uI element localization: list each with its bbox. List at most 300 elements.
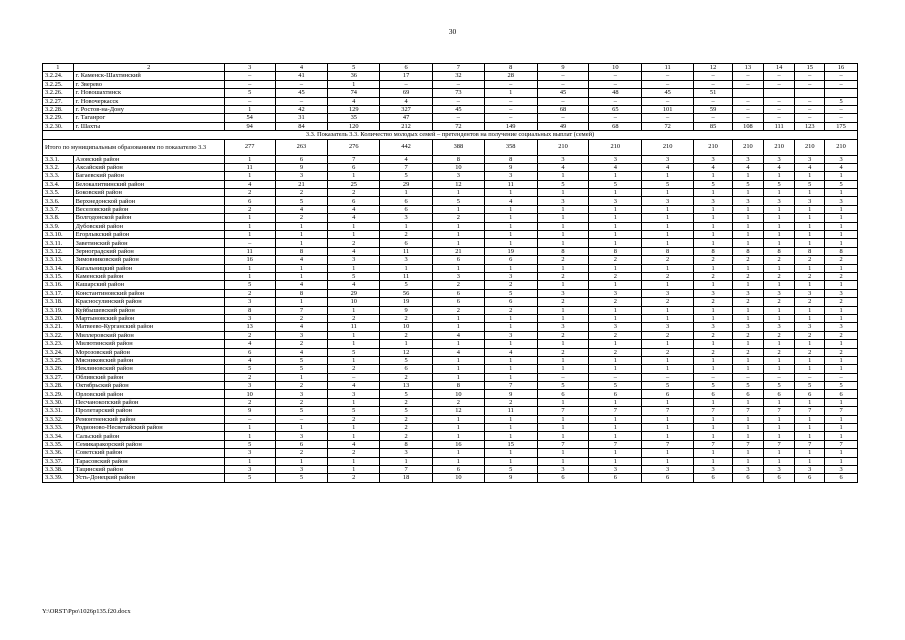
- value-cell: 1: [484, 205, 537, 213]
- value-cell: 2: [589, 331, 642, 339]
- value-cell: 6: [642, 474, 694, 482]
- value-cell: 3: [433, 272, 485, 280]
- value-cell: 6: [825, 474, 858, 482]
- table-row: [43, 323, 858, 331]
- value-cell: 175: [825, 122, 858, 130]
- value-cell: –: [537, 373, 589, 381]
- row-name: Семикаракорский район: [73, 440, 224, 448]
- value-cell: 1: [537, 432, 589, 440]
- value-cell: 2: [537, 256, 589, 264]
- value-cell: 2: [825, 331, 858, 339]
- value-cell: 1: [224, 105, 275, 113]
- value-cell: 9: [484, 163, 537, 171]
- value-cell: 1: [694, 214, 733, 222]
- value-cell: 7: [275, 306, 328, 314]
- row-code: 3.3.14.: [43, 264, 74, 272]
- value-cell: 1: [328, 424, 380, 432]
- row-name: Мартыновский район: [73, 314, 224, 322]
- value-cell: 3: [484, 272, 537, 280]
- value-cell: 28: [484, 72, 537, 80]
- value-cell: 2: [328, 189, 380, 197]
- value-cell: 56: [380, 289, 433, 297]
- value-cell: 1: [642, 205, 694, 213]
- value-cell: 1: [795, 398, 825, 406]
- value-cell: 1: [328, 264, 380, 272]
- row-code: 3.2.28.: [43, 105, 74, 113]
- value-cell: 1: [224, 432, 275, 440]
- value-cell: 7: [763, 407, 795, 415]
- value-cell: 13: [380, 382, 433, 390]
- table-row: [43, 306, 858, 314]
- value-cell: 5: [380, 172, 433, 180]
- value-cell: 3: [763, 155, 795, 163]
- table-row: [43, 373, 858, 381]
- value-cell: 1: [795, 222, 825, 230]
- value-cell: 1: [537, 222, 589, 230]
- table-row: [43, 474, 858, 482]
- value-cell: –: [224, 97, 275, 105]
- value-cell: 1: [328, 465, 380, 473]
- value-cell: 3: [224, 465, 275, 473]
- table-row: [43, 256, 858, 264]
- value-cell: 4: [380, 97, 433, 105]
- total-value: 276: [328, 139, 380, 155]
- row-code: 3.3.6.: [43, 197, 74, 205]
- row-name: Каменский район: [73, 272, 224, 280]
- value-cell: 6: [589, 390, 642, 398]
- column-number-header: 2: [73, 64, 224, 72]
- row-code: 3.3.33.: [43, 424, 74, 432]
- value-cell: –: [589, 114, 642, 122]
- row-code: 3.3.26.: [43, 365, 74, 373]
- row-code: 3.3.1.: [43, 155, 74, 163]
- value-cell: 1: [537, 264, 589, 272]
- value-cell: 1: [795, 365, 825, 373]
- column-number-header: 9: [537, 64, 589, 72]
- table-row: [43, 214, 858, 222]
- value-cell: 2: [589, 298, 642, 306]
- value-cell: 1: [433, 231, 485, 239]
- value-cell: 1: [694, 314, 733, 322]
- value-cell: 2: [328, 239, 380, 247]
- value-cell: –: [537, 97, 589, 105]
- value-cell: 25: [328, 180, 380, 188]
- value-cell: 1: [694, 457, 733, 465]
- value-cell: 1: [642, 314, 694, 322]
- value-cell: –: [795, 80, 825, 88]
- value-cell: 2: [763, 331, 795, 339]
- value-cell: 1: [733, 340, 764, 348]
- value-cell: –: [763, 105, 795, 113]
- value-cell: 8: [694, 247, 733, 255]
- value-cell: 8: [433, 155, 485, 163]
- column-number-header: 8: [484, 64, 537, 72]
- row-name: Советский район: [73, 449, 224, 457]
- value-cell: –: [275, 97, 328, 105]
- value-cell: 1: [795, 457, 825, 465]
- value-cell: 4: [328, 205, 380, 213]
- value-cell: 1: [328, 432, 380, 440]
- value-cell: 12: [433, 180, 485, 188]
- value-cell: 2: [328, 365, 380, 373]
- value-cell: 1: [733, 281, 764, 289]
- value-cell: –: [694, 72, 733, 80]
- value-cell: 2: [733, 331, 764, 339]
- row-name: Пролетарский район: [73, 407, 224, 415]
- value-cell: 1: [537, 415, 589, 423]
- row-code: 3.3.31.: [43, 407, 74, 415]
- value-cell: 2: [537, 348, 589, 356]
- total-value: 210: [589, 139, 642, 155]
- row-name: Морозовский район: [73, 348, 224, 356]
- column-number-header: 7: [433, 64, 485, 72]
- value-cell: 2: [694, 348, 733, 356]
- value-cell: 1: [589, 365, 642, 373]
- value-cell: 5: [825, 180, 858, 188]
- value-cell: 12: [380, 348, 433, 356]
- value-cell: 1: [275, 222, 328, 230]
- value-cell: 5: [224, 281, 275, 289]
- value-cell: 19: [380, 298, 433, 306]
- value-cell: 2: [275, 449, 328, 457]
- table-row: [43, 390, 858, 398]
- value-cell: 7: [537, 407, 589, 415]
- value-cell: 1: [433, 432, 485, 440]
- table-row: [43, 407, 858, 415]
- value-cell: 3: [433, 172, 485, 180]
- value-cell: 1: [433, 314, 485, 322]
- row-name: Заветинский район: [73, 239, 224, 247]
- value-cell: 5: [733, 382, 764, 390]
- value-cell: 5: [380, 281, 433, 289]
- value-cell: 3: [694, 155, 733, 163]
- value-cell: 1: [763, 189, 795, 197]
- value-cell: 4: [763, 163, 795, 171]
- value-cell: 2: [484, 306, 537, 314]
- value-cell: 1: [224, 457, 275, 465]
- value-cell: 6: [433, 256, 485, 264]
- row-code: 3.3.35.: [43, 440, 74, 448]
- value-cell: 4: [537, 163, 589, 171]
- value-cell: 1: [763, 365, 795, 373]
- row-code: 3.3.17.: [43, 289, 74, 297]
- value-cell: 1: [589, 424, 642, 432]
- data-table: [42, 63, 858, 483]
- row-name: Зерноградский район: [73, 247, 224, 255]
- row-code: 3.3.19.: [43, 306, 74, 314]
- value-cell: 3: [380, 449, 433, 457]
- row-name: Тарасовский район: [73, 457, 224, 465]
- value-cell: 2: [589, 272, 642, 280]
- value-cell: 10: [380, 323, 433, 331]
- table-row: [43, 205, 858, 213]
- value-cell: 3: [328, 256, 380, 264]
- value-cell: 6: [484, 256, 537, 264]
- value-cell: 16: [224, 256, 275, 264]
- value-cell: 1: [224, 424, 275, 432]
- value-cell: 1: [694, 205, 733, 213]
- value-cell: 1: [589, 281, 642, 289]
- value-cell: 5: [275, 407, 328, 415]
- value-cell: 3: [642, 155, 694, 163]
- table-row: [43, 155, 858, 163]
- value-cell: –: [224, 239, 275, 247]
- value-cell: 11: [484, 180, 537, 188]
- value-cell: 2: [380, 314, 433, 322]
- value-cell: 1: [275, 231, 328, 239]
- value-cell: 3: [733, 465, 764, 473]
- value-cell: 7: [694, 407, 733, 415]
- value-cell: 2: [224, 205, 275, 213]
- value-cell: 2: [825, 298, 858, 306]
- section-title: 3.3. Показатель 3.3. Количество молодых семей – претендентов на получение социальных выплат (семей): [43, 131, 858, 139]
- value-cell: 1: [589, 415, 642, 423]
- value-cell: –: [825, 80, 858, 88]
- value-cell: 6: [328, 163, 380, 171]
- value-cell: 2: [537, 298, 589, 306]
- value-cell: 45: [642, 89, 694, 97]
- value-cell: 1: [825, 172, 858, 180]
- value-cell: 1: [763, 281, 795, 289]
- value-cell: 7: [763, 440, 795, 448]
- value-cell: 13: [224, 323, 275, 331]
- table-row: [43, 222, 858, 230]
- value-cell: 6: [380, 365, 433, 373]
- value-cell: 1: [589, 205, 642, 213]
- value-cell: 1: [763, 449, 795, 457]
- value-cell: 2: [795, 298, 825, 306]
- value-cell: 1: [825, 214, 858, 222]
- value-cell: 1: [795, 264, 825, 272]
- value-cell: 1: [733, 398, 764, 406]
- table-row: [43, 449, 858, 457]
- value-cell: 1: [484, 449, 537, 457]
- row-code: 3.3.10.: [43, 231, 74, 239]
- value-cell: 1: [537, 281, 589, 289]
- value-cell: 1: [795, 205, 825, 213]
- value-cell: 5: [825, 97, 858, 105]
- value-cell: –: [589, 97, 642, 105]
- value-cell: 1: [484, 356, 537, 364]
- row-code: 3.3.27.: [43, 373, 74, 381]
- value-cell: 1: [825, 281, 858, 289]
- value-cell: 2: [275, 382, 328, 390]
- value-cell: 6: [642, 390, 694, 398]
- value-cell: 1: [795, 172, 825, 180]
- value-cell: 3: [795, 465, 825, 473]
- value-cell: 1: [642, 172, 694, 180]
- value-cell: 8: [825, 247, 858, 255]
- value-cell: 2: [763, 298, 795, 306]
- row-name: Тацинский район: [73, 465, 224, 473]
- value-cell: –: [825, 373, 858, 381]
- value-cell: 84: [275, 122, 328, 130]
- value-cell: 4: [328, 382, 380, 390]
- value-cell: 1: [484, 264, 537, 272]
- total-value: 210: [537, 139, 589, 155]
- total-value: 358: [484, 139, 537, 155]
- row-code: 3.3.34.: [43, 432, 74, 440]
- value-cell: 1: [733, 239, 764, 247]
- value-cell: 1: [763, 314, 795, 322]
- value-cell: 5: [537, 382, 589, 390]
- value-cell: 48: [589, 89, 642, 97]
- column-number-header: 12: [694, 64, 733, 72]
- row-name: Кагальницкий район: [73, 264, 224, 272]
- value-cell: 3: [763, 197, 795, 205]
- value-cell: 2: [484, 398, 537, 406]
- value-cell: 5: [275, 365, 328, 373]
- value-cell: 1: [694, 222, 733, 230]
- value-cell: 1: [763, 424, 795, 432]
- value-cell: 1: [825, 415, 858, 423]
- value-cell: 1: [589, 264, 642, 272]
- value-cell: 5: [642, 382, 694, 390]
- table-row: [43, 298, 858, 306]
- table-row: [43, 97, 858, 105]
- value-cell: 1: [694, 432, 733, 440]
- value-cell: –: [733, 97, 764, 105]
- value-cell: 5: [484, 465, 537, 473]
- value-cell: 49: [537, 122, 589, 130]
- value-cell: 2: [275, 214, 328, 222]
- value-cell: 2: [224, 398, 275, 406]
- value-cell: 35: [328, 114, 380, 122]
- value-cell: 5: [275, 197, 328, 205]
- value-cell: 7: [642, 407, 694, 415]
- value-cell: 1: [537, 314, 589, 322]
- value-cell: 1: [224, 231, 275, 239]
- value-cell: 1: [380, 340, 433, 348]
- value-cell: 1: [275, 373, 328, 381]
- value-cell: 3: [589, 289, 642, 297]
- value-cell: 1: [733, 222, 764, 230]
- table-row: [43, 365, 858, 373]
- value-cell: 8: [380, 440, 433, 448]
- value-cell: –: [763, 80, 795, 88]
- value-cell: 5: [589, 180, 642, 188]
- value-cell: 5: [380, 390, 433, 398]
- value-cell: 6: [380, 239, 433, 247]
- value-cell: 2: [224, 189, 275, 197]
- value-cell: 2: [380, 432, 433, 440]
- value-cell: 5: [795, 382, 825, 390]
- value-cell: –: [484, 80, 537, 88]
- value-cell: –: [484, 105, 537, 113]
- value-cell: 1: [589, 172, 642, 180]
- value-cell: 3: [694, 323, 733, 331]
- value-cell: 6: [733, 474, 764, 482]
- value-cell: 2: [275, 314, 328, 322]
- value-cell: 2: [275, 340, 328, 348]
- value-cell: 6: [763, 474, 795, 482]
- value-cell: 85: [694, 122, 733, 130]
- row-name: Егорлыкский район: [73, 231, 224, 239]
- row-name: Милютинский район: [73, 340, 224, 348]
- value-cell: 1: [589, 314, 642, 322]
- row-code: 3.3.20.: [43, 314, 74, 322]
- value-cell: 1: [433, 239, 485, 247]
- value-cell: 5: [825, 382, 858, 390]
- value-cell: 1: [763, 457, 795, 465]
- value-cell: 7: [537, 440, 589, 448]
- value-cell: 6: [589, 474, 642, 482]
- value-cell: –: [484, 114, 537, 122]
- row-code: 3.3.3.: [43, 172, 74, 180]
- value-cell: 1: [825, 356, 858, 364]
- value-cell: 1: [694, 415, 733, 423]
- value-cell: 4: [275, 323, 328, 331]
- value-cell: 1: [433, 189, 485, 197]
- value-cell: 21: [433, 247, 485, 255]
- value-cell: 1: [694, 449, 733, 457]
- value-cell: 1: [642, 424, 694, 432]
- value-cell: –: [433, 97, 485, 105]
- value-cell: 1: [275, 239, 328, 247]
- value-cell: 1: [328, 231, 380, 239]
- value-cell: 1: [733, 189, 764, 197]
- value-cell: 1: [328, 331, 380, 339]
- value-cell: 1: [825, 457, 858, 465]
- value-cell: 6: [733, 390, 764, 398]
- table-row: [43, 356, 858, 364]
- value-cell: 6: [433, 298, 485, 306]
- value-cell: 3: [733, 155, 764, 163]
- row-code: 3.2.24.: [43, 72, 74, 80]
- value-cell: [763, 89, 795, 97]
- value-cell: 6: [433, 289, 485, 297]
- column-number-header: 3: [224, 64, 275, 72]
- value-cell: 2: [589, 348, 642, 356]
- value-cell: 3: [484, 172, 537, 180]
- value-cell: 1: [224, 155, 275, 163]
- value-cell: 1: [642, 432, 694, 440]
- row-name: Азовский район: [73, 155, 224, 163]
- value-cell: 1: [733, 457, 764, 465]
- value-cell: 1: [733, 214, 764, 222]
- value-cell: 6: [795, 474, 825, 482]
- value-cell: 5: [537, 180, 589, 188]
- value-cell: 1: [484, 239, 537, 247]
- value-cell: 1: [763, 415, 795, 423]
- total-value: 210: [642, 139, 694, 155]
- value-cell: –: [694, 80, 733, 88]
- value-cell: 1: [380, 264, 433, 272]
- value-cell: 11: [484, 407, 537, 415]
- value-cell: 2: [763, 272, 795, 280]
- value-cell: 1: [484, 365, 537, 373]
- value-cell: 3: [589, 155, 642, 163]
- value-cell: 47: [380, 114, 433, 122]
- value-cell: 2: [795, 348, 825, 356]
- value-cell: 8: [589, 247, 642, 255]
- row-code: 3.3.5.: [43, 189, 74, 197]
- value-cell: 12: [433, 407, 485, 415]
- value-cell: 1: [380, 189, 433, 197]
- value-cell: 1: [224, 222, 275, 230]
- value-cell: –: [537, 80, 589, 88]
- value-cell: 32: [433, 72, 485, 80]
- value-cell: 111: [763, 122, 795, 130]
- value-cell: 1: [694, 231, 733, 239]
- value-cell: –: [537, 72, 589, 80]
- value-cell: –: [642, 72, 694, 80]
- row-code: 3.3.7.: [43, 205, 74, 213]
- value-cell: 1: [763, 214, 795, 222]
- value-cell: 123: [795, 122, 825, 130]
- value-cell: 1: [763, 205, 795, 213]
- value-cell: –: [589, 373, 642, 381]
